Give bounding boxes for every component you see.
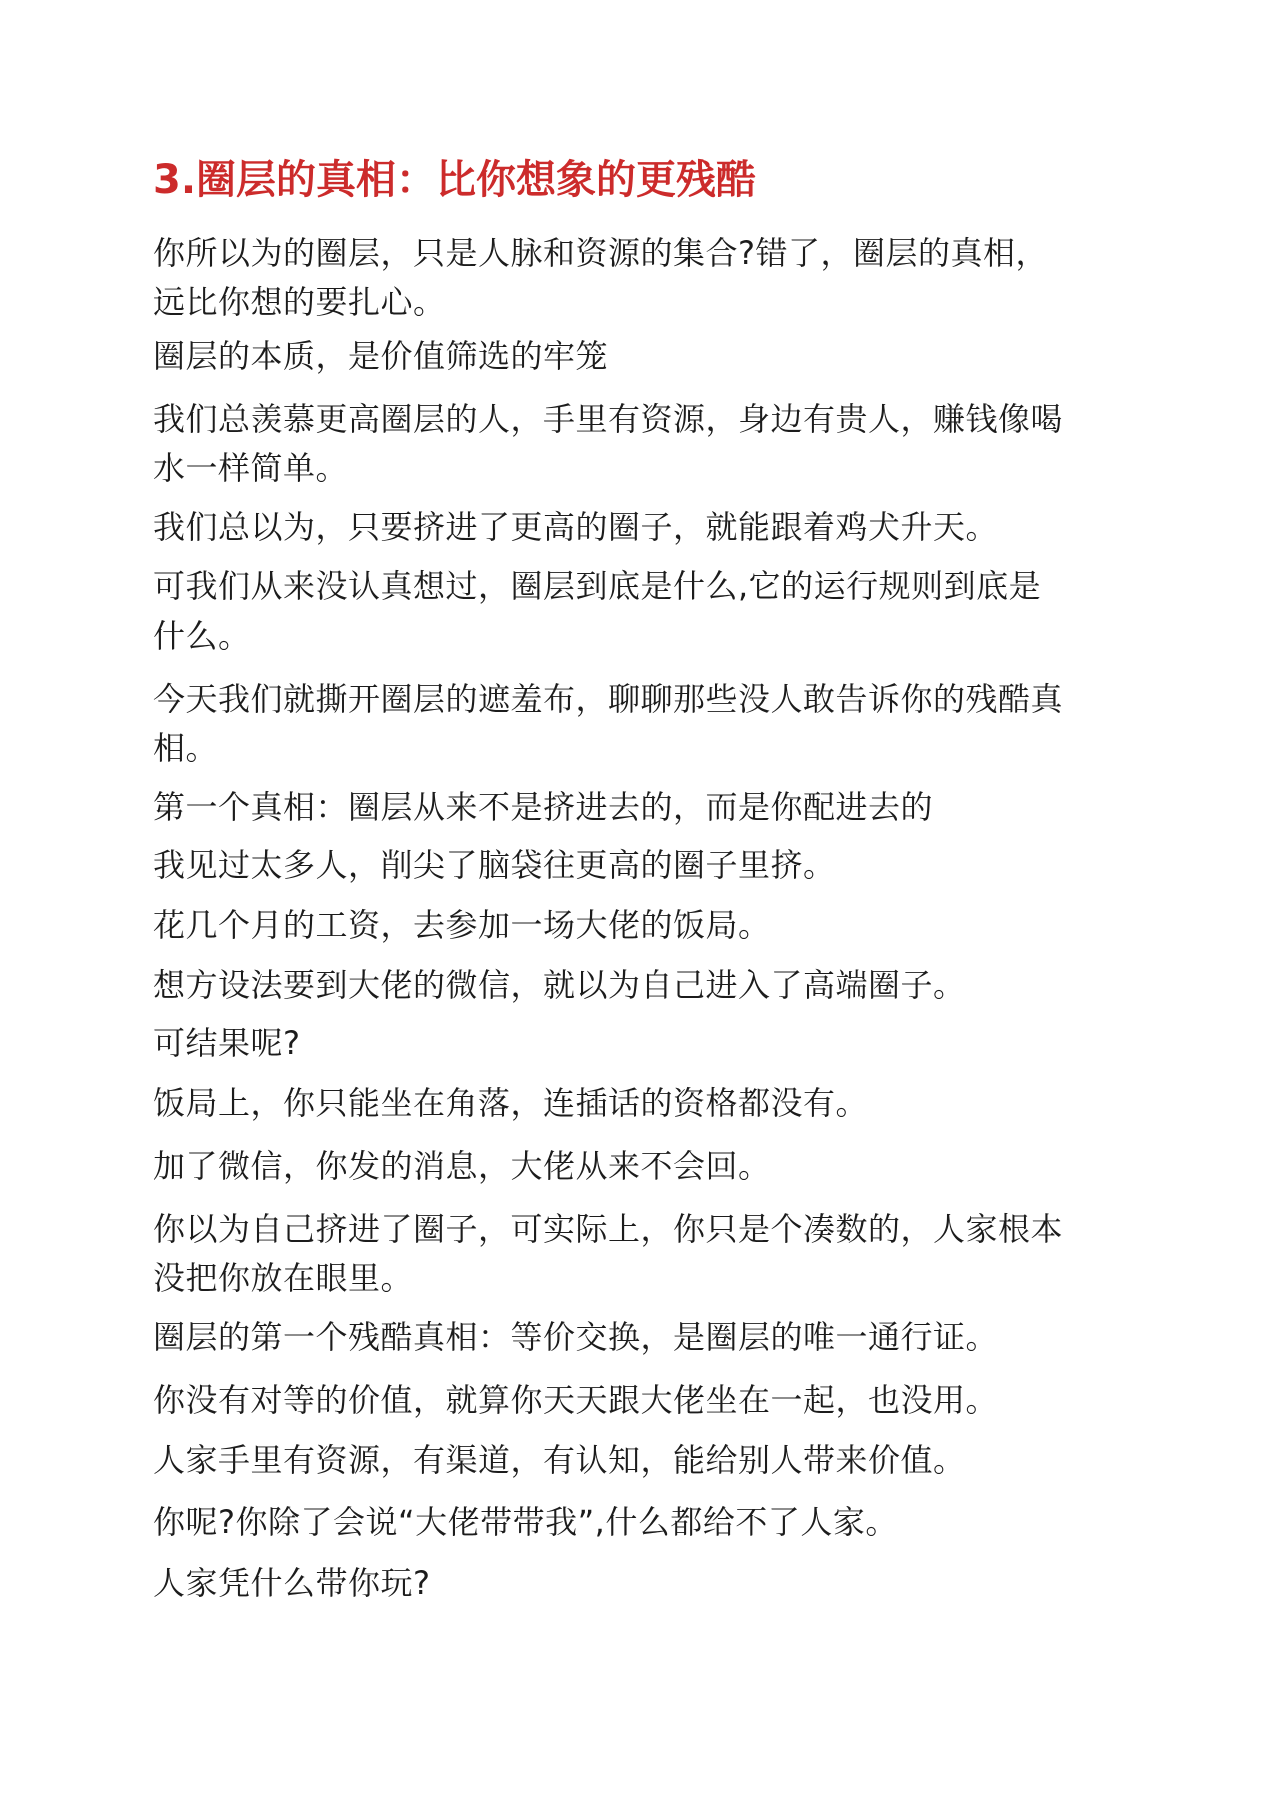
paragraph-line: 你没有对等的价值，就算你天天跟大佬坐在一起，也没用。 [153,1381,999,1419]
paragraph-line: 水一样简单。 [153,449,349,487]
paragraph-line: 什么。 [153,617,251,655]
paragraph-line: 可结果呢? [153,1024,301,1062]
section-title: 3.圈层的真相：比你想象的更残酷 [153,157,757,203]
paragraph-line: 第一个真相：圈层从来不是挤进去的，而是你配进去的 [153,788,934,826]
paragraph-line: 今天我们就撕开圈层的遮羞布，聊聊那些没人敢告诉你的残酷真 [153,680,1064,718]
paragraph-line: 远比你想的要扎心。 [153,283,446,321]
paragraph-line: 你以为自己挤进了圈子，可实际上，你只是个凑数的，人家根本 [153,1210,1064,1248]
paragraph-line: 花几个月的工资，去参加一场大佬的饭局。 [153,906,771,944]
paragraph-line: 人家手里有资源，有渠道，有认知，能给别人带来价值。 [153,1441,966,1479]
paragraph-line: 我们总以为，只要挤进了更高的圈子，就能跟着鸡犬升天。 [153,508,999,546]
paragraph-line: 想方设法要到大佬的微信，就以为自己进入了高端圈子。 [153,966,966,1004]
paragraph-line: 我们总羡慕更高圈层的人，手里有资源，身边有贵人，赚钱像喝 [153,400,1064,438]
paragraph-line: 相。 [153,729,219,767]
paragraph-line: 我见过太多人，削尖了脑袋往更高的圈子里挤。 [153,846,836,884]
paragraph-line: 你所以为的圈层，只是人脉和资源的集合?错了，圈层的真相， [153,234,1048,272]
paragraph-line: 没把你放在眼里。 [153,1259,414,1297]
paragraph-line: 可我们从来没认真想过，圈层到底是什么,它的运行规则到底是 [153,567,1042,605]
paragraph-line: 饭局上，你只能坐在角落，连插话的资格都没有。 [153,1084,869,1122]
paragraph-line: 人家凭什么带你玩? [153,1564,431,1602]
paragraph-line: 你呢?你除了会说“大佬带带我”,什么都给不了人家。 [153,1503,898,1541]
paragraph-line: 圈层的第一个残酷真相：等价交换，是圈层的唯一通行证。 [153,1318,999,1356]
paragraph-line: 圈层的本质，是价值筛选的牢笼 [153,337,609,375]
paragraph-line: 加了微信，你发的消息，大佬从来不会回。 [153,1147,771,1185]
